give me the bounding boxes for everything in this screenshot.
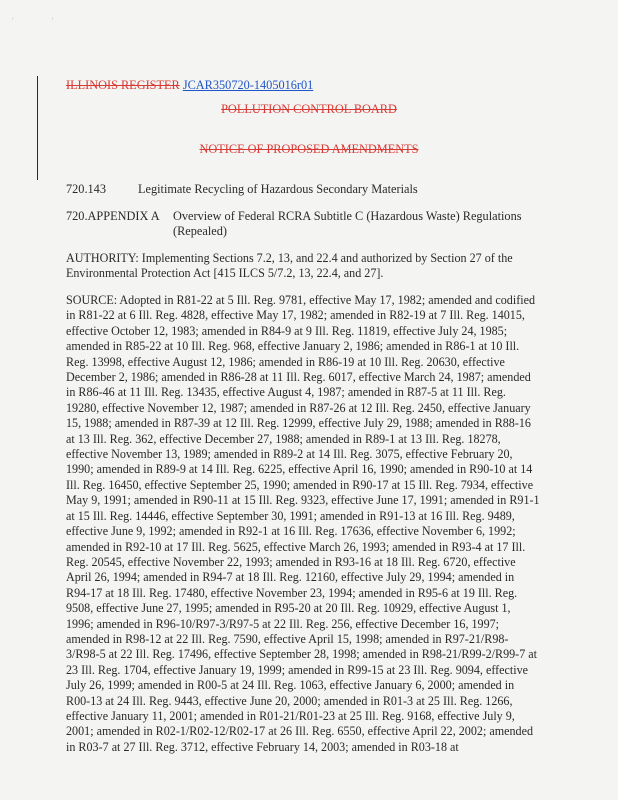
register-header [66, 78, 313, 93]
board-title-struck: POLLUTION CONTROL BOARD [221, 102, 397, 116]
notice-heading [0, 142, 618, 157]
register-title-struck: ILLINOIS REGISTER [66, 78, 180, 92]
change-bar [37, 76, 38, 180]
source-paragraph: SOURCE: Adopted in R81-22 at 5 Ill. Reg. 9781, effective May 17, 1982; amended and codified in R81-22 at 6 Ill. Reg. 4828, effective May 17, 1982; amended in R82-19 at 7 Ill. Reg. 14015, effective October 12, 1983; amended in R84-9 at 9 Ill. Reg. 11819, effective July 24, 1985; amended in R85-22 at 10 Ill. Reg. 968, effective January 2, 1986; amended in R86-1 at 10 Ill. Reg. 13998, effective August 12, 1986; amended in R86-19 at 10 Ill. Reg. 20630, effective December 2, 1986; amended in R86-28 at 11 Ill. Reg. 6017, effective March 24, 1987; amended in R86-46 at 11 Ill. Reg. 13435, effective August 4, 1987; amended in R87-5 at 11 Ill. Reg. 19280, effective November 12, 1987; amended in R87-26 at 12 Ill. Reg. 2450, effective January 15, 1988; amended in R87-39 at 12 Ill. Reg. 12999, effective July 29, 1988; amended in R88-16 at 13 Ill. Reg. 362, effective December 27, 1988; amended in R89-1 at 13 Ill. Reg. 18278, effective November 13, 1989; amended in R89-2 at 14 Ill. Reg. 3075, effective February 20, 1990; amended in R89-9 at 14 Ill. Reg. 6225, effective April 16, 1990; amended in R90-10 at 14 Ill. Reg. 16450, effective September 25, 1990; amended in R90-17 at 15 Ill. Reg. 7934, effective May 9, 1991; amended in R90-11 at 15 Ill. Reg. 9323, effective June 17, 1991; amended in R91-1 at 15 Ill. Reg. 14446, effective September 30, 1991; amended in R91-13 at 16 Ill. Reg. 9489, effective June 9, 1992; amended in R92-1 at 16 Ill. Reg. 17636, effective November 6, 1992; amended in R92-10 at 17 Ill. Reg. 5625, effective March 26, 1993; amended in R93-4 at 17 Ill. Reg. 20545, effective November 22, 1993; amended in R93-16 at 18 Ill. Reg. 6720, effective April 26, 1994; amended in R94-7 at 18 Ill. Reg. 12160, effective July 29, 1994; amended in R94-17 at 18 Ill. Reg. 17480, effective November 23, 1994; amended in R95-6 at 19 Ill. Reg. 9508, effective June 27, 1995; amended in R95-20 at 20 Ill. Reg. 10929, effective August 1, 1996; amended in R96-10/R97-3/R97-5 at 22 Ill. Reg. 256, effective December 16, 1997; amended in R98-12 at 22 Ill. Reg. 7590, effective April 15, 1998; amended in R97-21/R98-3/R98-5 at 22 Ill. Reg. 17496, effective September 28, 1998; amended in R98-21/R99-2/R99-7 at 23 Ill. Reg. 1704, effective January 19, 1999; amended in R99-15 at 23 Ill. Reg. 9094, effective July 26, 1999; amended in R00-5 at 24 Ill. Reg. 1063, effective January 6, 2000; amended in R00-13 at 24 Ill. Reg. 9443, effective June 20, 2000; amended in R01-3 at 25 Ill. Reg. 1266, effective January 11, 2001; amended in R01-21/R01-23 at 25 Ill. Reg. 9168, effective July 9, 2001; amended in R02-1/R02-12/R02-17 at 26 Ill. Reg. 6550, effective April 22, 2002; amended in R03-7 at 27 Ill. Reg. 3712, effective February 14, 2003; amended in R03-18 at [66, 293, 540, 754]
notice-title-struck: NOTICE OF PROPOSED AMENDMENTS [199, 142, 419, 156]
scan-margin-marks: ' ' [12, 16, 72, 26]
section-title: Overview of Federal RCRA Subtitle C (Hazardous Waste) Regulations (Repealed) [173, 209, 522, 238]
section-number: 720.APPENDIX A [66, 209, 160, 223]
authority-paragraph: AUTHORITY: Implementing Sections 7.2, 13, and 22.4 and authorized by Section 27 of the Environmental Protection Act [415 ILCS 5/7.2, 13, 22.4, and 27]. [66, 251, 513, 281]
register-id-inserted: JCAR350720-1405016r01 [182, 78, 314, 92]
board-heading [0, 102, 618, 117]
section-number: 720.143 [66, 182, 106, 196]
section-title: Legitimate Recycling of Hazardous Secondary Materials [138, 182, 418, 196]
